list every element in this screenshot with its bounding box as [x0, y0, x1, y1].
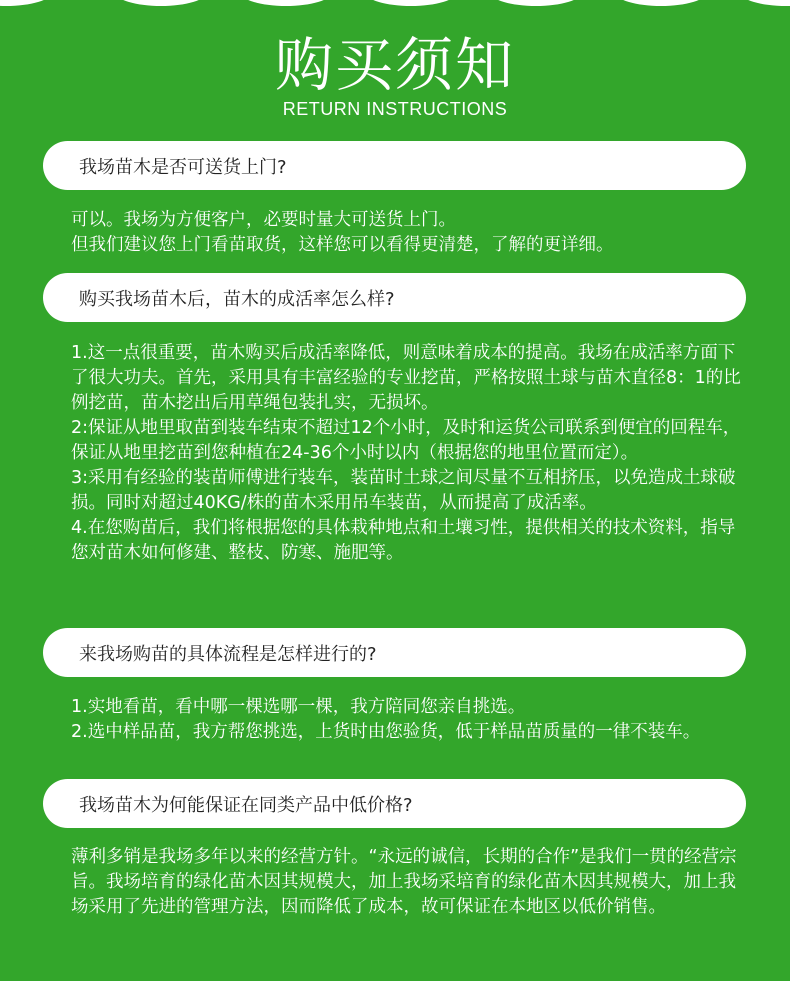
faq-question: 购买我场苗木后，苗木的成活率怎么样?	[79, 288, 395, 310]
faq-answer	[71, 845, 751, 920]
faq-question: 来我场购苗的具体流程是怎样进行的?	[79, 643, 377, 665]
scallop-decoration	[240, 0, 332, 6]
top-scallop-border	[0, 0, 790, 8]
answer-paragraph: 薄利多销是我场多年以来的经营方针。“永远的诚信，长期的合作”是我们一贯的经营宗旨。我场培育的绿化苗木因其规模大，加上我场采培育的绿化苗木因其规模大，加上我场采用了先进的管理方法，因而降低了成本，故可保证在本地区以低价销售。	[71, 847, 737, 917]
faq-question-pill	[43, 628, 746, 677]
answer-paragraph: 1.实地看苗，看中哪一棵选哪一棵，我方陪同您亲自挑选。	[71, 697, 526, 717]
answer-paragraph: 4.在您购苗后，我们将根据您的具体栽种地点和土壤习性，提供相关的技术资料，指导您对苗木如何修建、整枝、防寒、施肥等。	[71, 518, 736, 563]
faq-question-pill	[43, 273, 746, 322]
scallop-decoration	[490, 0, 582, 6]
answer-paragraph: 2.选中样品苗，我方帮您挑选，上货时由您验货，低于样品苗质量的一律不装车。	[71, 722, 701, 742]
answer-paragraph: 1.这一点很重要，苗木购买后成活率降低，则意味着成本的提高。我场在成活率方面下了很大功夫。首先，采用具有丰富经验的专业挖苗，严格按照土球与苗木直径8：1的比例挖苗，苗木挖出后用草绳包装扎实，无损坏。	[71, 343, 741, 413]
answer-paragraph: 可以。我场为方便客户，必要时量大可送货上门。	[71, 210, 456, 230]
answer-paragraph: 但我们建议您上门看苗取货，这样您可以看得更清楚，了解的更详细。	[71, 235, 614, 255]
scallop-decoration	[115, 0, 207, 6]
scallop-decoration	[0, 0, 52, 6]
faq-question: 我场苗木是否可送货上门?	[79, 156, 287, 178]
page-title: 购买须知	[274, 31, 515, 99]
answer-paragraph: 3:采用有经验的装苗师傅进行装车，装苗时土球之间尽量不互相挤压，以免造成土球破损。同时对超过40KG/株的苗木采用吊车装苗，从而提高了成活率。	[71, 468, 736, 513]
faq-answer	[71, 695, 751, 745]
faq-question: 我场苗木为何能保证在同类产品中低价格?	[79, 794, 413, 816]
answer-paragraph: 2:保证从地里取苗到装车结束不超过12个小时，及时和运货公司联系到便宜的回程车，保证从地里挖苗到您种植在24-36个小时以内（根据您的地里位置而定）。	[71, 418, 741, 463]
scallop-decoration	[615, 0, 707, 6]
faq-question-pill	[43, 141, 746, 190]
faq-answer	[71, 341, 751, 566]
scallop-decoration	[365, 0, 457, 6]
faq-question-pill	[43, 779, 746, 828]
faq-answer	[71, 208, 751, 258]
scallop-decoration	[740, 0, 790, 6]
page-subtitle: RETURN INSTRUCTIONS	[282, 99, 508, 119]
